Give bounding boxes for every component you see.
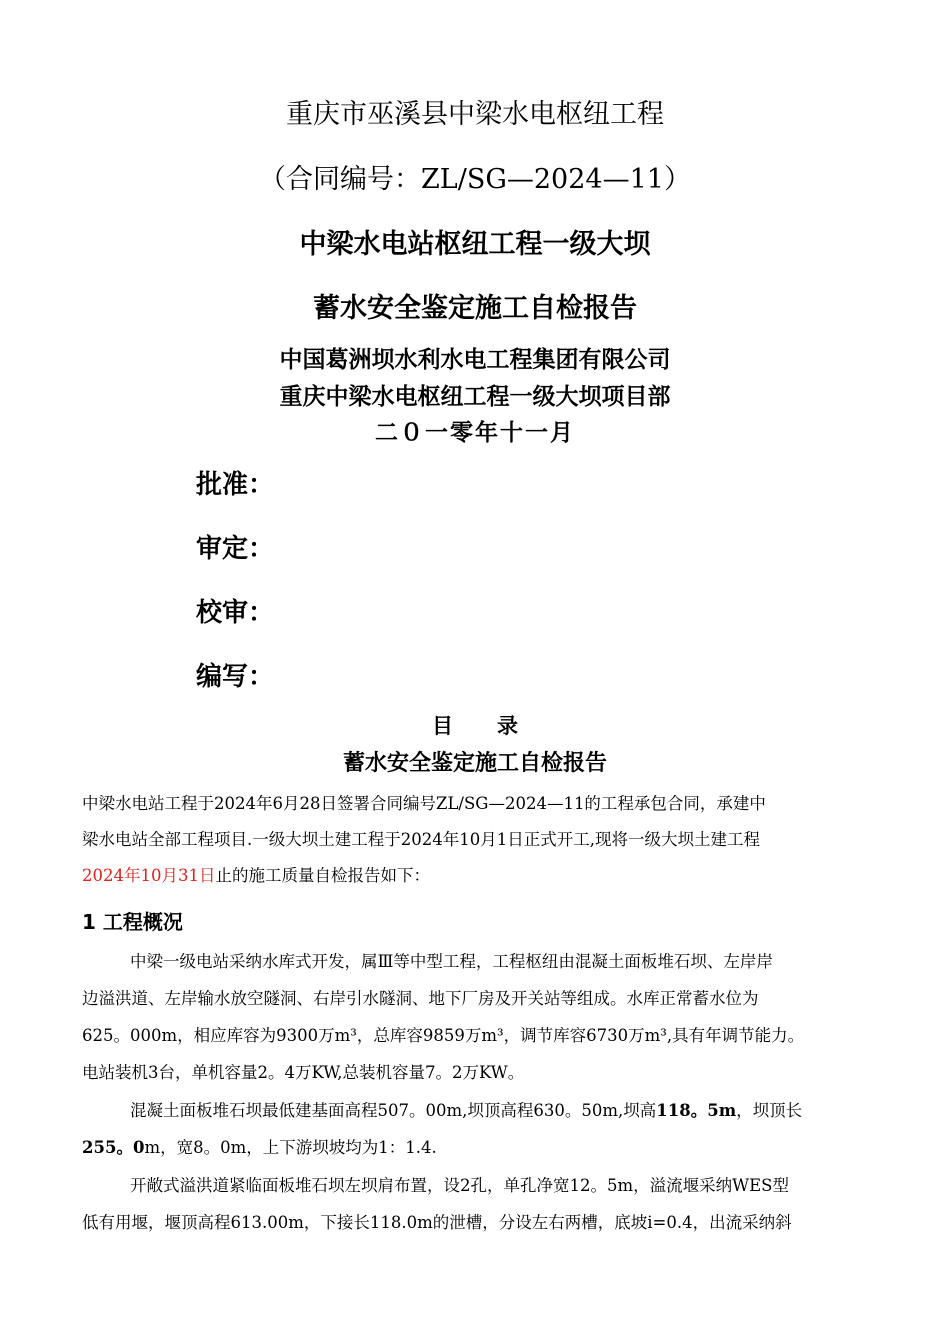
project-department: 重庆中梁水电枢纽工程一级大坝项目部 — [279, 384, 671, 410]
check-label: 校审： — [196, 598, 275, 628]
organization-name: 中国葛洲坝水利水电工程集团有限公司 — [279, 347, 671, 373]
intro-line: 梁水电站全部工程项目.一级大坝土建工程于2024年10月1日正式开工,现将一级大坝土建工程 — [82, 830, 760, 849]
project-title: 重庆市巫溪县中梁水电枢纽工程 — [286, 99, 664, 130]
paragraph-line: 边溢洪道、左岸输水放空隧洞、右岸引水隧洞、地下厂房及开关站等组成。水库正常蓄水位为 — [82, 989, 759, 1008]
review-label: 审定： — [196, 534, 275, 564]
intro-text: 止的施工质量自检报告如下： — [215, 866, 430, 885]
report-title-line1: 中梁水电站枢纽工程一级大坝 — [299, 229, 651, 260]
dam-text: ，坝顶长 — [736, 1101, 803, 1120]
paragraph-line: 低有用堰，堰顶高程613.00m，下接长118.0m的泄槽，分设左右两槽，底坡i=0.4，出流采纳斜 — [82, 1213, 792, 1232]
dam-height: 118。5m — [656, 1101, 737, 1120]
write-label: 编写： — [196, 662, 275, 692]
highlight-date: 2024年10月31日 — [82, 866, 216, 885]
toc-report-title: 蓄水安全鉴定施工自检报告 — [342, 751, 607, 776]
section-heading: 1 工程概况 — [82, 910, 183, 934]
dam-text: m，宽8。0m，上下游坝坡均为1：1.4. — [144, 1138, 437, 1157]
dam-length: 255。0 — [82, 1138, 145, 1157]
intro-line — [82, 862, 872, 886]
intro-line: 中梁水电站工程于2024年6月28日签署合同编号ZL/SG—2024—11的工程承包合同，承建中 — [82, 794, 766, 813]
approve-label: 批准： — [196, 470, 275, 500]
toc-heading: 目录 — [432, 714, 562, 738]
paragraph-line — [130, 1097, 872, 1121]
report-date: 二０一零年十一月 — [375, 420, 575, 446]
dam-text: 混凝土面板堆石坝最低建基面高程507。00m,坝顶高程630。50m,坝高 — [130, 1101, 657, 1120]
paragraph-line: 625。000m，相应库容为9300万m³，总库容9859万m³，调节库容6730万m³,具有年调节能力。 — [82, 1026, 805, 1045]
paragraph-line: 中梁一级电站采纳水库式开发，属Ⅲ等中型工程，工程枢纽由混凝土面板堆石坝、左岸岸 — [130, 952, 773, 971]
report-title-line2: 蓄水安全鉴定施工自检报告 — [313, 293, 637, 324]
paragraph-line: 开敞式溢洪道紧临面板堆石坝左坝肩布置，设2孔，单孔净宽12。5m，溢流堰采纳WES型 — [130, 1176, 789, 1195]
paragraph-line: 电站装机3台，单机容量2。4万KW,总装机容量7。2万KW。 — [82, 1063, 525, 1082]
paragraph-line — [82, 1134, 872, 1158]
contract-number: （合同编号：ZL/SG—2024—11） — [259, 164, 691, 195]
